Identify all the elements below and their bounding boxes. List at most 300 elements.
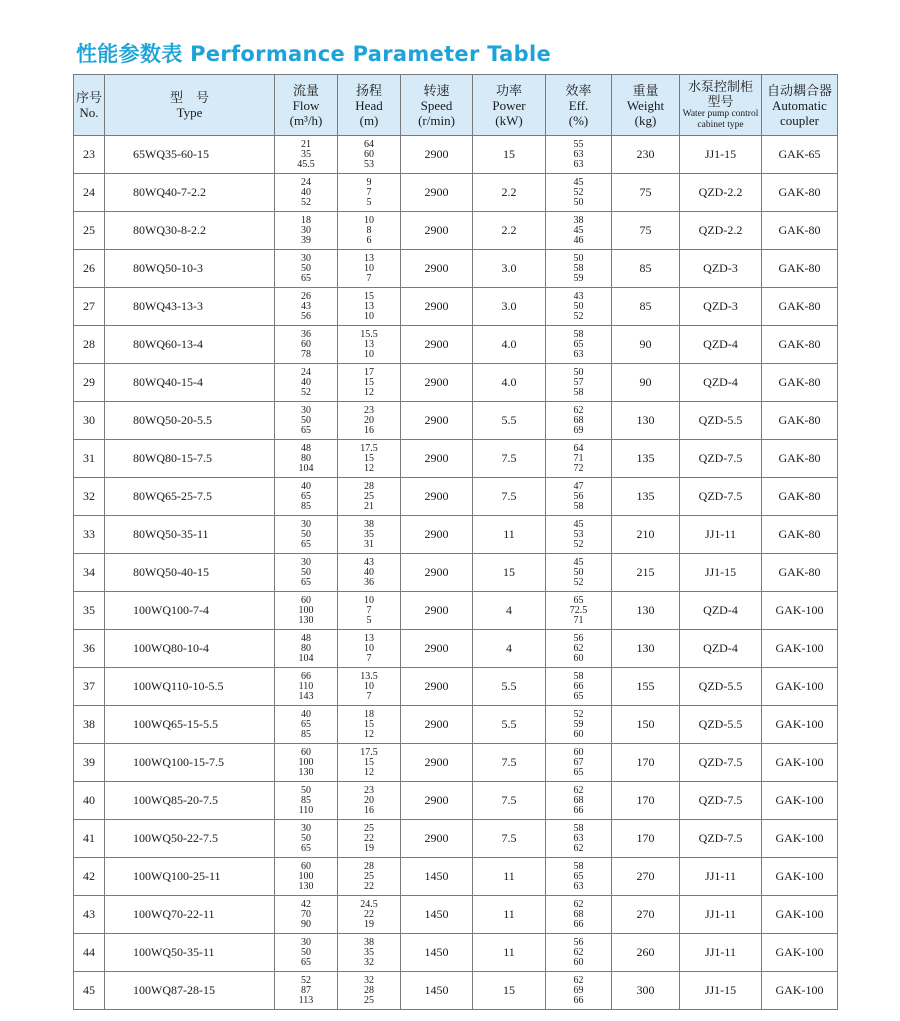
cell-type: 80WQ80-15-7.5 <box>105 440 275 478</box>
cell-eff-value: 47 <box>573 480 584 492</box>
table-row <box>74 326 838 364</box>
cell-no: 27 <box>74 288 105 326</box>
cell-flow-value: 130 <box>298 614 314 626</box>
cell-power: 4 <box>473 592 546 630</box>
cell-type: 100WQ50-35-11 <box>105 934 275 972</box>
cell-flow-value: 110 <box>298 804 314 816</box>
cell-eff <box>546 820 612 858</box>
cell-flow <box>275 288 338 326</box>
cell-head-value: 7 <box>366 186 372 198</box>
cell-flow-value: 52 <box>301 386 311 398</box>
cell-flow-value: 45.5 <box>297 158 315 170</box>
cell-eff-value: 55 <box>573 138 584 150</box>
table-row <box>74 136 838 174</box>
header-text: 序号 <box>75 90 102 105</box>
header-text: (m³/h) <box>289 112 323 128</box>
header-text: 转速 <box>423 82 450 98</box>
cell-eff <box>546 288 612 326</box>
header-type <box>105 75 275 136</box>
cell-head <box>338 554 401 592</box>
cell-head <box>338 250 401 288</box>
cell-weight: 130 <box>612 630 680 668</box>
cell-no: 34 <box>74 554 105 592</box>
cell-head-value: 22 <box>364 832 374 844</box>
cell-head-value: 12 <box>364 728 374 740</box>
cell-head-value: 12 <box>364 462 374 474</box>
cell-flow-value: 18 <box>301 214 311 226</box>
cell-head-value: 10 <box>364 348 374 360</box>
cell-flow <box>275 364 338 402</box>
cell-coupler: GAK-100 <box>762 858 838 896</box>
cell-no: 45 <box>74 972 105 1010</box>
cell-eff-value: 62 <box>573 784 584 796</box>
table-row <box>74 782 838 820</box>
cell-flow-value: 30 <box>301 404 311 416</box>
cell-flow-value: 50 <box>301 946 311 958</box>
cell-eff-value: 60 <box>573 728 584 740</box>
cell-type: 100WQ65-15-5.5 <box>105 706 275 744</box>
cell-speed: 2900 <box>401 402 473 440</box>
header-text: 扬程 <box>355 82 382 98</box>
cell-flow-value: 30 <box>301 936 311 948</box>
cell-eff-value: 62 <box>573 404 584 416</box>
cell-flow <box>275 858 338 896</box>
cell-cabinet: QZD-7.5 <box>680 478 762 516</box>
header-text: Water pump control <box>682 109 759 119</box>
cell-speed: 1450 <box>401 858 473 896</box>
performance-table <box>73 74 838 1010</box>
cell-eff <box>546 934 612 972</box>
cell-no: 39 <box>74 744 105 782</box>
cell-flow-value: 143 <box>298 690 314 702</box>
cell-head-value: 15 <box>364 290 374 302</box>
cell-head-value: 12 <box>364 766 374 778</box>
cell-power: 2.2 <box>473 212 546 250</box>
cell-head-value: 60 <box>364 148 374 160</box>
cell-head <box>338 630 401 668</box>
header-text: cabinet type <box>697 120 744 130</box>
cell-head-value: 9 <box>366 176 372 188</box>
cell-power: 4 <box>473 630 546 668</box>
cell-head <box>338 782 401 820</box>
header-head <box>338 75 401 136</box>
cell-head-value: 10 <box>364 310 374 322</box>
cell-head-value: 16 <box>364 424 374 436</box>
cell-flow-value: 50 <box>301 566 311 578</box>
cell-eff-value: 63 <box>573 880 584 892</box>
header-text: (kg) <box>634 112 657 128</box>
cell-no: 37 <box>74 668 105 706</box>
cell-type: 80WQ65-25-7.5 <box>105 478 275 516</box>
cell-eff <box>546 630 612 668</box>
cell-head-value: 19 <box>364 918 374 930</box>
cell-head-value: 15 <box>364 452 374 464</box>
cell-flow-value: 104 <box>298 462 314 474</box>
cell-flow-value: 35 <box>301 148 311 160</box>
cell-eff-value: 63 <box>573 348 584 360</box>
cell-head-value: 18 <box>364 708 374 720</box>
cell-eff-value: 65 <box>573 870 584 882</box>
cell-eff-value: 52 <box>573 576 584 588</box>
table-row <box>74 668 838 706</box>
cell-head-value: 38 <box>364 936 374 948</box>
cell-head-value: 40 <box>364 566 374 578</box>
cell-speed: 2900 <box>401 174 473 212</box>
cell-cabinet: QZD-7.5 <box>680 744 762 782</box>
cell-eff-value: 58 <box>573 262 584 274</box>
cell-weight: 300 <box>612 972 680 1010</box>
table-row <box>74 896 838 934</box>
cell-type: 100WQ87-28-15 <box>105 972 275 1010</box>
cell-eff-value: 52 <box>573 310 584 322</box>
cell-flow <box>275 326 338 364</box>
table-row <box>74 478 838 516</box>
cell-eff-value: 63 <box>573 158 584 170</box>
cell-cabinet: JJ1-11 <box>680 858 762 896</box>
cell-flow <box>275 554 338 592</box>
cell-flow-value: 30 <box>301 822 311 834</box>
header-power <box>473 75 546 136</box>
cell-type: 65WQ35-60-15 <box>105 136 275 174</box>
cell-head-value: 13 <box>364 300 374 312</box>
cell-eff-value: 45 <box>573 556 584 568</box>
cell-flow-value: 65 <box>301 576 311 588</box>
cell-flow-value: 50 <box>301 414 311 426</box>
cell-head <box>338 402 401 440</box>
cell-coupler: GAK-80 <box>762 326 838 364</box>
cell-flow-value: 78 <box>301 348 311 360</box>
cell-flow <box>275 592 338 630</box>
cell-flow-value: 24 <box>301 366 311 378</box>
cell-power: 3.0 <box>473 250 546 288</box>
cell-speed: 2900 <box>401 820 473 858</box>
cell-head-value: 25 <box>364 822 374 834</box>
cell-flow <box>275 896 338 934</box>
cell-head-value: 10 <box>364 594 374 606</box>
table-header <box>74 75 838 136</box>
cell-flow <box>275 706 338 744</box>
cell-no: 44 <box>74 934 105 972</box>
cell-flow-value: 100 <box>298 604 314 616</box>
cell-flow-value: 65 <box>301 956 311 968</box>
cell-head <box>338 326 401 364</box>
cell-eff <box>546 440 612 478</box>
cell-head-value: 15 <box>364 718 374 730</box>
table-row <box>74 592 838 630</box>
cell-head-value: 17.5 <box>360 746 378 758</box>
cell-type: 80WQ50-35-11 <box>105 516 275 554</box>
cell-eff-value: 58 <box>573 328 584 340</box>
cell-speed: 2900 <box>401 706 473 744</box>
cell-no: 29 <box>74 364 105 402</box>
cell-power: 15 <box>473 136 546 174</box>
header-text: 水泵控制柜 <box>687 79 753 94</box>
cell-type: 100WQ70-22-11 <box>105 896 275 934</box>
cell-type: 100WQ110-10-5.5 <box>105 668 275 706</box>
cell-coupler: GAK-80 <box>762 174 838 212</box>
cell-power: 11 <box>473 516 546 554</box>
header-weight <box>612 75 680 136</box>
cell-head <box>338 478 401 516</box>
cell-cabinet: JJ1-15 <box>680 554 762 592</box>
cell-eff-value: 68 <box>573 908 584 920</box>
cell-flow <box>275 630 338 668</box>
cell-head <box>338 592 401 630</box>
cell-power: 11 <box>473 896 546 934</box>
cell-head-value: 13 <box>364 252 374 264</box>
cell-power: 7.5 <box>473 478 546 516</box>
cell-speed: 2900 <box>401 326 473 364</box>
cell-flow <box>275 440 338 478</box>
cell-weight: 150 <box>612 706 680 744</box>
cell-eff-value: 60 <box>573 652 584 664</box>
cell-head-value: 7 <box>366 652 372 664</box>
header-text: (%) <box>568 112 589 128</box>
cell-power: 15 <box>473 554 546 592</box>
table-row <box>74 934 838 972</box>
cell-power: 11 <box>473 858 546 896</box>
cell-head-value: 31 <box>364 538 374 550</box>
cell-eff-value: 58 <box>573 500 584 512</box>
cell-head <box>338 364 401 402</box>
cell-head <box>338 744 401 782</box>
cell-cabinet: QZD-3 <box>680 288 762 326</box>
cell-head-value: 28 <box>364 984 374 996</box>
header-text: Eff. <box>568 97 589 113</box>
header-text: 自动耦合器 <box>766 82 832 98</box>
header-coupler <box>762 75 838 136</box>
cell-head <box>338 136 401 174</box>
cell-head-value: 32 <box>364 974 374 986</box>
header-text: (r/min) <box>418 112 455 128</box>
cell-eff-value: 59 <box>573 718 584 730</box>
cell-type: 80WQ50-40-15 <box>105 554 275 592</box>
cell-head <box>338 516 401 554</box>
table-row <box>74 212 838 250</box>
cell-head-value: 13 <box>364 632 374 644</box>
header-text: Power <box>492 97 526 113</box>
cell-flow <box>275 212 338 250</box>
cell-eff-value: 53 <box>573 528 584 540</box>
header-text: Type <box>176 105 203 120</box>
cell-head <box>338 706 401 744</box>
cell-flow-value: 130 <box>298 880 314 892</box>
table-row <box>74 440 838 478</box>
cell-cabinet: JJ1-15 <box>680 972 762 1010</box>
cell-flow-value: 52 <box>301 974 311 986</box>
cell-type: 100WQ85-20-7.5 <box>105 782 275 820</box>
cell-coupler: GAK-100 <box>762 592 838 630</box>
cell-power: 2.2 <box>473 174 546 212</box>
cell-type: 80WQ40-7-2.2 <box>105 174 275 212</box>
cell-head-value: 7 <box>366 604 372 616</box>
cell-eff-value: 64 <box>573 442 584 454</box>
cell-speed: 2900 <box>401 554 473 592</box>
header-text: No. <box>79 105 99 120</box>
cell-speed: 2900 <box>401 744 473 782</box>
cell-speed: 2900 <box>401 592 473 630</box>
cell-weight: 90 <box>612 364 680 402</box>
cell-head-value: 22 <box>364 880 374 892</box>
cell-head-value: 7 <box>366 690 372 702</box>
cell-eff-value: 38 <box>573 214 584 226</box>
header-text: 型 号 <box>169 90 209 105</box>
header-text: Head <box>355 97 383 113</box>
cell-eff <box>546 744 612 782</box>
cell-type: 100WQ100-15-7.5 <box>105 744 275 782</box>
cell-speed: 2900 <box>401 212 473 250</box>
cell-eff <box>546 516 612 554</box>
cell-eff-value: 52 <box>573 708 584 720</box>
cell-coupler: GAK-80 <box>762 516 838 554</box>
cell-speed: 2900 <box>401 136 473 174</box>
cell-eff-value: 62 <box>573 842 584 854</box>
cell-weight: 260 <box>612 934 680 972</box>
cell-head-value: 10 <box>364 680 374 692</box>
cell-flow <box>275 668 338 706</box>
cell-no: 33 <box>74 516 105 554</box>
cell-eff <box>546 554 612 592</box>
cell-weight: 90 <box>612 326 680 364</box>
cell-head <box>338 440 401 478</box>
cell-cabinet: QZD-3 <box>680 250 762 288</box>
cell-flow-value: 65 <box>301 490 311 502</box>
cell-eff-value: 58 <box>573 860 584 872</box>
cell-head-value: 12 <box>364 386 374 398</box>
cell-head-value: 20 <box>364 794 374 806</box>
cell-eff-value: 56 <box>573 936 584 948</box>
cell-head-value: 6 <box>366 234 372 246</box>
cell-flow-value: 85 <box>301 794 311 806</box>
cell-cabinet: JJ1-11 <box>680 516 762 554</box>
cell-eff-value: 57 <box>573 376 584 388</box>
cell-head-value: 23 <box>364 784 374 796</box>
cell-eff-value: 68 <box>573 794 584 806</box>
cell-power: 3.0 <box>473 288 546 326</box>
cell-cabinet: QZD-4 <box>680 364 762 402</box>
cell-type: 80WQ50-20-5.5 <box>105 402 275 440</box>
cell-eff-value: 62 <box>573 974 584 986</box>
cell-flow-value: 52 <box>301 196 311 208</box>
cell-head-value: 5 <box>366 614 372 626</box>
cell-eff-value: 62 <box>573 946 584 958</box>
cell-flow-value: 40 <box>301 186 311 198</box>
cell-power: 7.5 <box>473 782 546 820</box>
cell-coupler: GAK-100 <box>762 934 838 972</box>
cell-head <box>338 972 401 1010</box>
table-body <box>74 136 838 1010</box>
cell-cabinet: QZD-5.5 <box>680 706 762 744</box>
cell-cabinet: QZD-4 <box>680 592 762 630</box>
cell-eff-value: 56 <box>573 490 584 502</box>
cell-flow <box>275 402 338 440</box>
cell-eff-value: 63 <box>573 832 584 844</box>
cell-flow-value: 56 <box>301 310 311 322</box>
cell-coupler: GAK-80 <box>762 554 838 592</box>
cell-no: 36 <box>74 630 105 668</box>
cell-head-value: 10 <box>364 214 374 226</box>
cell-coupler: GAK-100 <box>762 896 838 934</box>
table-row <box>74 630 838 668</box>
cell-no: 26 <box>74 250 105 288</box>
cell-eff-value: 60 <box>573 746 584 758</box>
cell-flow-value: 85 <box>301 500 311 512</box>
cell-weight: 210 <box>612 516 680 554</box>
cell-eff-value: 56 <box>573 632 584 644</box>
table-row <box>74 706 838 744</box>
cell-coupler: GAK-100 <box>762 820 838 858</box>
cell-no: 28 <box>74 326 105 364</box>
cell-flow-value: 110 <box>298 680 314 692</box>
cell-head-value: 22 <box>364 908 374 920</box>
cell-speed: 2900 <box>401 782 473 820</box>
cell-power: 7.5 <box>473 820 546 858</box>
cell-head-value: 10 <box>364 642 374 654</box>
header-flow <box>275 75 338 136</box>
cell-head <box>338 288 401 326</box>
header-text: 型号 <box>707 94 734 109</box>
header-speed <box>401 75 473 136</box>
cell-head-value: 17 <box>364 366 374 378</box>
cell-speed: 2900 <box>401 478 473 516</box>
cell-flow-value: 85 <box>301 728 311 740</box>
cell-weight: 270 <box>612 858 680 896</box>
cell-power: 4.0 <box>473 326 546 364</box>
cell-head-value: 32 <box>364 956 374 968</box>
cell-no: 35 <box>74 592 105 630</box>
cell-head-value: 10 <box>364 262 374 274</box>
cell-eff <box>546 782 612 820</box>
cell-head-value: 28 <box>364 860 374 872</box>
cell-no: 23 <box>74 136 105 174</box>
cell-flow-value: 42 <box>301 898 311 910</box>
cell-eff-value: 45 <box>573 518 584 530</box>
cell-no: 31 <box>74 440 105 478</box>
cell-cabinet: QZD-5.5 <box>680 402 762 440</box>
cell-flow-value: 50 <box>301 832 311 844</box>
cell-speed: 1450 <box>401 972 473 1010</box>
cell-coupler: GAK-100 <box>762 782 838 820</box>
cell-eff <box>546 858 612 896</box>
cell-eff-value: 50 <box>573 252 584 264</box>
cell-flow-value: 39 <box>301 234 311 246</box>
header-cabinet <box>680 75 762 136</box>
cell-flow-value: 50 <box>301 784 311 796</box>
header-text: Flow <box>292 97 320 113</box>
cell-eff <box>546 136 612 174</box>
cell-flow-value: 40 <box>301 708 311 720</box>
cell-flow-value: 104 <box>298 652 314 664</box>
cell-flow-value: 30 <box>301 252 311 264</box>
header-text: 重量 <box>632 82 659 98</box>
header-text: 流量 <box>292 82 319 98</box>
cell-head-value: 24.5 <box>360 898 378 910</box>
cell-power: 7.5 <box>473 744 546 782</box>
cell-coupler: GAK-80 <box>762 288 838 326</box>
cell-coupler: GAK-80 <box>762 212 838 250</box>
cell-eff-value: 71 <box>573 614 584 626</box>
cell-flow-value: 100 <box>298 756 314 768</box>
cell-weight: 170 <box>612 782 680 820</box>
cell-speed: 2900 <box>401 668 473 706</box>
cell-flow-value: 26 <box>301 290 311 302</box>
cell-eff <box>546 212 612 250</box>
cell-weight: 75 <box>612 174 680 212</box>
cell-cabinet: JJ1-11 <box>680 934 762 972</box>
cell-eff-value: 69 <box>573 424 584 436</box>
cell-flow <box>275 478 338 516</box>
cell-eff-value: 68 <box>573 414 584 426</box>
